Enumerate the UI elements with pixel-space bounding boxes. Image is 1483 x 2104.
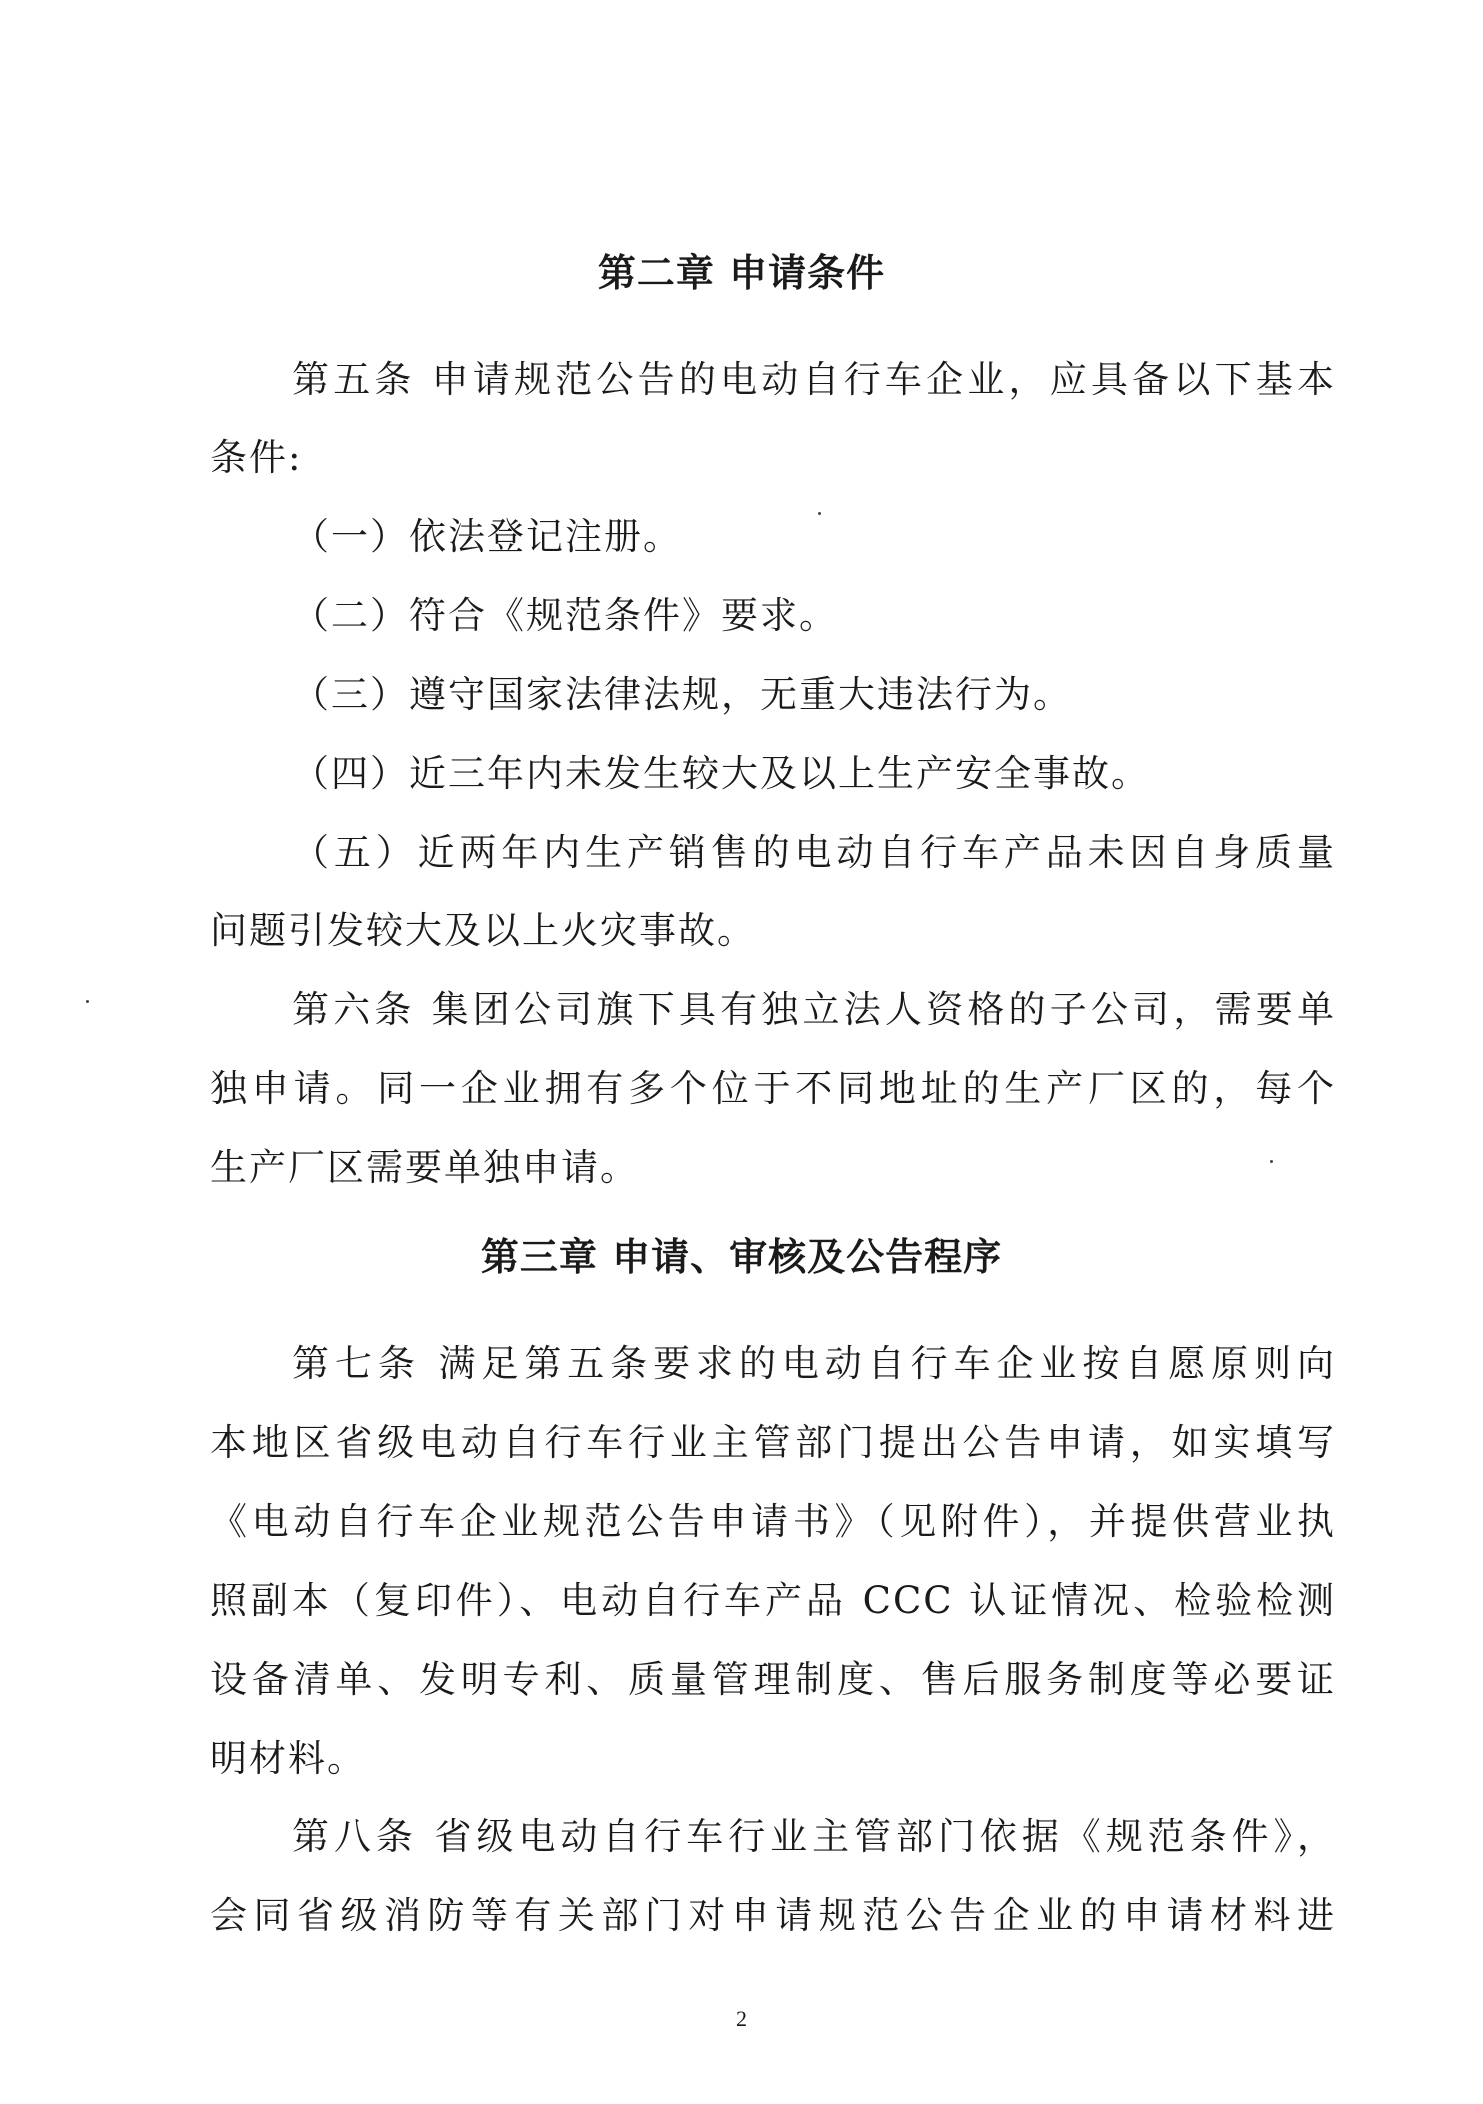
article-5-item-3: （三）遵守国家法律法规，无重大违法行为。 — [292, 673, 1072, 716]
article-8-line-1: 第八条 省级电动自行车行业主管部门依据《规范条件》， — [292, 1815, 1336, 1858]
article-7-line-4: 照副本（复印件）、电动自行车产品 CCC 认证情况、检验检测 — [210, 1579, 1336, 1622]
article-7-line-3: 《电动自行车企业规范公告申请书》（见附件），并提供营业执 — [210, 1500, 1336, 1543]
article-6-line-2: 独申请。同一企业拥有多个位于不同地址的生产厂区的，每个 — [210, 1067, 1336, 1110]
article-5-item-4: （四）近三年内未发生较大及以上生产安全事故。 — [292, 752, 1150, 795]
chapter-3-heading: 第三章 申请、审核及公告程序 — [480, 1235, 1003, 1279]
chapter-2-heading: 第二章 申请条件 — [597, 251, 886, 295]
article-5-item-1: （一）依法登记注册。 — [292, 515, 682, 558]
scan-speck — [86, 1000, 89, 1003]
article-5-line-1: 第五条 申请规范公告的电动自行车企业，应具备以下基本 — [292, 358, 1336, 401]
article-7-line-2: 本地区省级电动自行车行业主管部门提出公告申请，如实填写 — [210, 1421, 1336, 1464]
page-number: 2 — [736, 2006, 747, 2031]
article-5-item-5-line-1: （五）近两年内生产销售的电动自行车产品未因自身质量 — [292, 831, 1336, 874]
article-8-line-2: 会同省级消防等有关部门对申请规范公告企业的申请材料进 — [210, 1894, 1336, 1937]
article-7-line-5: 设备清单、发明专利、质量管理制度、售后服务制度等必要证 — [210, 1658, 1336, 1701]
article-7-line-6: 明材料。 — [210, 1737, 366, 1780]
article-6-line-1: 第六条 集团公司旗下具有独立法人资格的子公司，需要单 — [292, 988, 1336, 1031]
scan-speck — [818, 512, 821, 515]
article-7-line-1: 第七条 满足第五条要求的电动自行车企业按自愿原则向 — [292, 1342, 1336, 1385]
article-5-item-5-line-2: 问题引发较大及以上火灾事故。 — [210, 909, 756, 952]
article-5-line-2: 条件: — [210, 436, 303, 479]
scan-speck — [1270, 1160, 1273, 1163]
article-6-line-3: 生产厂区需要单独申请。 — [210, 1146, 639, 1189]
article-5-item-2: （二）符合《规范条件》要求。 — [292, 594, 838, 637]
